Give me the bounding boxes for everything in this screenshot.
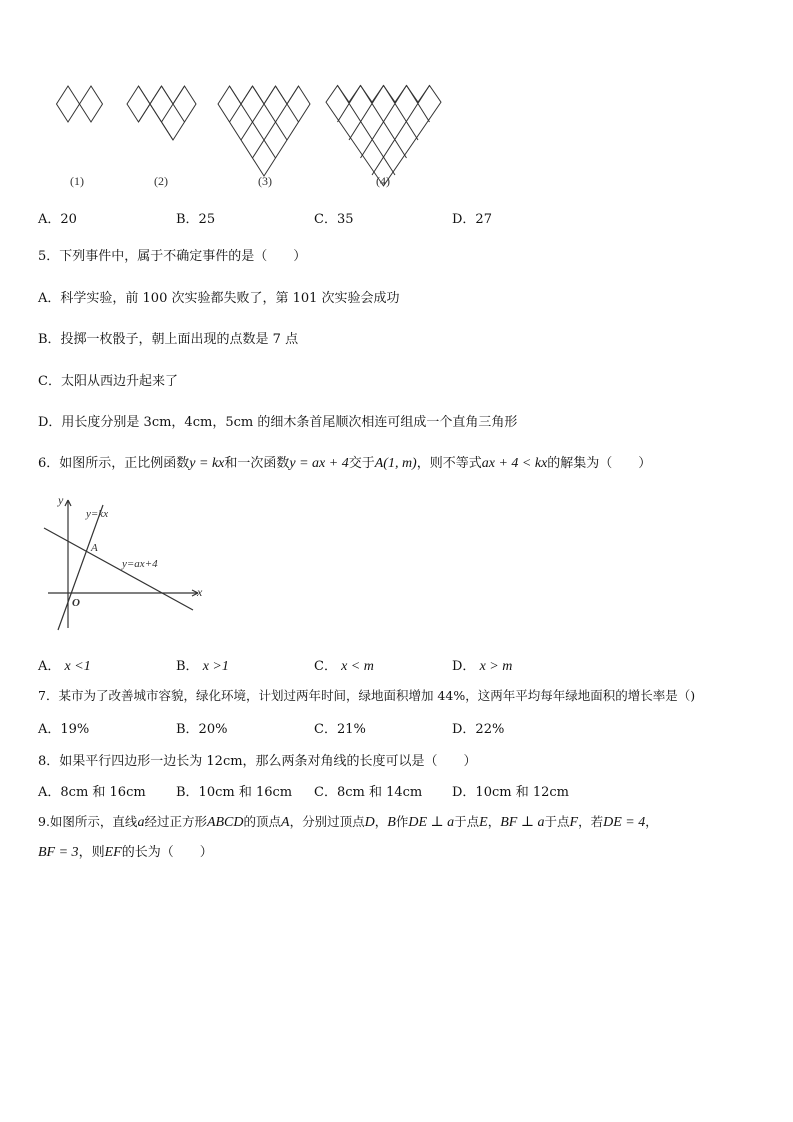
q6-option-d	[452, 655, 512, 675]
q6-function-graph	[36, 490, 216, 635]
line-kx	[58, 505, 103, 630]
q9-text: 作	[395, 814, 409, 829]
q8-option-b: B．10cm 和 16cm	[176, 785, 293, 800]
q9-text: 于点	[454, 814, 480, 829]
q6-text-4: ，则不等式	[416, 456, 482, 471]
q9-math: EF	[104, 845, 122, 860]
q6-option-b-math: x >1	[202, 659, 229, 674]
line-ax-plus-4	[44, 528, 193, 610]
q4-option-d: D．27	[452, 212, 492, 227]
q5-option-b: B．投掷一枚骰子，朝上面出现的点数是 7 点	[38, 332, 299, 347]
pattern-3	[218, 86, 310, 176]
q9-math: D	[364, 815, 375, 830]
q6-text-5: 的解集为（ ）	[547, 456, 652, 471]
origin-label: O	[72, 597, 80, 609]
q7-option-a: A．19%	[38, 722, 90, 737]
q7-option-c: C．21%	[314, 722, 366, 737]
q9-math: DE = 4	[603, 815, 646, 830]
q9-text: 9.如图所示，直线	[38, 814, 138, 829]
q9-text: ，分别过顶点	[289, 814, 365, 829]
q9-text: ，	[374, 814, 388, 829]
q9-text: 于点	[544, 814, 570, 829]
q6-math-1: y = kx	[189, 456, 225, 471]
q9-text: ，	[645, 814, 658, 829]
q8-stem: 8．如果平行四边形一边长为 12cm，那么两条对角线的长度可以是（ ）	[38, 754, 477, 769]
q6-option-c	[314, 655, 374, 675]
q9-stem-line-2	[38, 841, 213, 861]
pattern-2	[127, 86, 196, 140]
rhombus-pattern-figure	[40, 78, 460, 193]
q9-math: BF ⊥ a	[500, 815, 545, 830]
pattern-label-1: (1)	[70, 174, 84, 188]
q6-stem	[38, 452, 651, 472]
q9-math: F	[569, 815, 579, 830]
q4-option-a: A．20	[38, 212, 77, 227]
q6-math-3: A(1, m)	[374, 456, 417, 471]
x-axis-label: x	[197, 585, 203, 599]
line-kx-label: y=kx	[86, 508, 109, 520]
q9-math: a	[137, 815, 145, 830]
q6-option-d-math: x > m	[479, 659, 513, 674]
y-axis-label: y	[58, 493, 64, 507]
q4-option-c: C．35	[314, 212, 354, 227]
q9-math: E	[479, 815, 488, 830]
q6-option-a-math: x <1	[64, 659, 91, 674]
q7-option-d: D．22%	[452, 722, 505, 737]
q6-option-a	[38, 655, 91, 675]
q6-option-b	[176, 655, 229, 675]
q9-text: ，	[487, 814, 501, 829]
q9-text: 经过正方形	[144, 814, 207, 829]
q5-option-a: A．科学实验，前 100 次实验都失败了，第 101 次实验会成功	[38, 291, 400, 306]
q4-option-b: B．25	[176, 212, 216, 227]
pattern-label-4: (4)	[376, 174, 390, 188]
q7-stem: 7．某市为了改善城市容貌，绿化环境，计划过两年时间，绿地面积增加 44%，这两年平均每年绿地面积的增长率是（)	[38, 688, 696, 703]
q8-option-d: D．10cm 和 12cm	[452, 785, 569, 800]
q6-text-1: 6．如图所示，正比例函数	[38, 456, 190, 471]
q9-stem-line-1	[38, 812, 658, 831]
q8-option-a: A．8cm 和 16cm	[38, 785, 146, 800]
pattern-label-2: (2)	[154, 174, 168, 188]
q9-text: 的长为（ ）	[121, 845, 213, 860]
q7-option-b: B．20%	[176, 722, 228, 737]
q6-option-c-prefix: C．	[314, 659, 337, 674]
q6-math-4: ax + 4 < kx	[481, 456, 548, 471]
q8-option-c: C．8cm 和 14cm	[314, 785, 423, 800]
pattern-4	[326, 85, 441, 185]
q5-option-d: D．用长度分别是 3cm，4cm，5cm 的细木条首尾顺次相连可组成一个直角三角形	[38, 415, 518, 430]
q6-option-d-prefix: D．	[452, 659, 476, 674]
q5-option-c: C．太阳从西边升起来了	[38, 374, 178, 389]
pattern-label-3: (3)	[258, 174, 272, 188]
q9-math: A	[281, 815, 290, 830]
q6-text-3: 交于	[348, 456, 375, 471]
q6-text-2: 和一次函数	[224, 456, 290, 471]
q9-math: ABCD	[206, 815, 244, 830]
q6-option-c-math: x < m	[341, 659, 374, 674]
q9-math: B	[387, 815, 396, 830]
q6-option-b-prefix: B．	[176, 659, 199, 674]
line-ax4-label: y=ax+4	[122, 558, 158, 570]
q5-stem: 5．下列事件中，属于不确定事件的是（ ）	[38, 249, 307, 264]
q9-math: BF = 3	[38, 845, 79, 860]
pattern-1	[57, 86, 103, 122]
point-a-label: A	[91, 542, 98, 554]
q6-math-2: y = ax + 4	[289, 456, 349, 471]
q9-text: ，若	[578, 814, 604, 829]
q9-math: DE ⊥ a	[408, 815, 455, 830]
q9-text: ，则	[78, 845, 105, 860]
q9-text: 的顶点	[243, 814, 282, 829]
q6-option-a-prefix: A．	[38, 659, 61, 674]
